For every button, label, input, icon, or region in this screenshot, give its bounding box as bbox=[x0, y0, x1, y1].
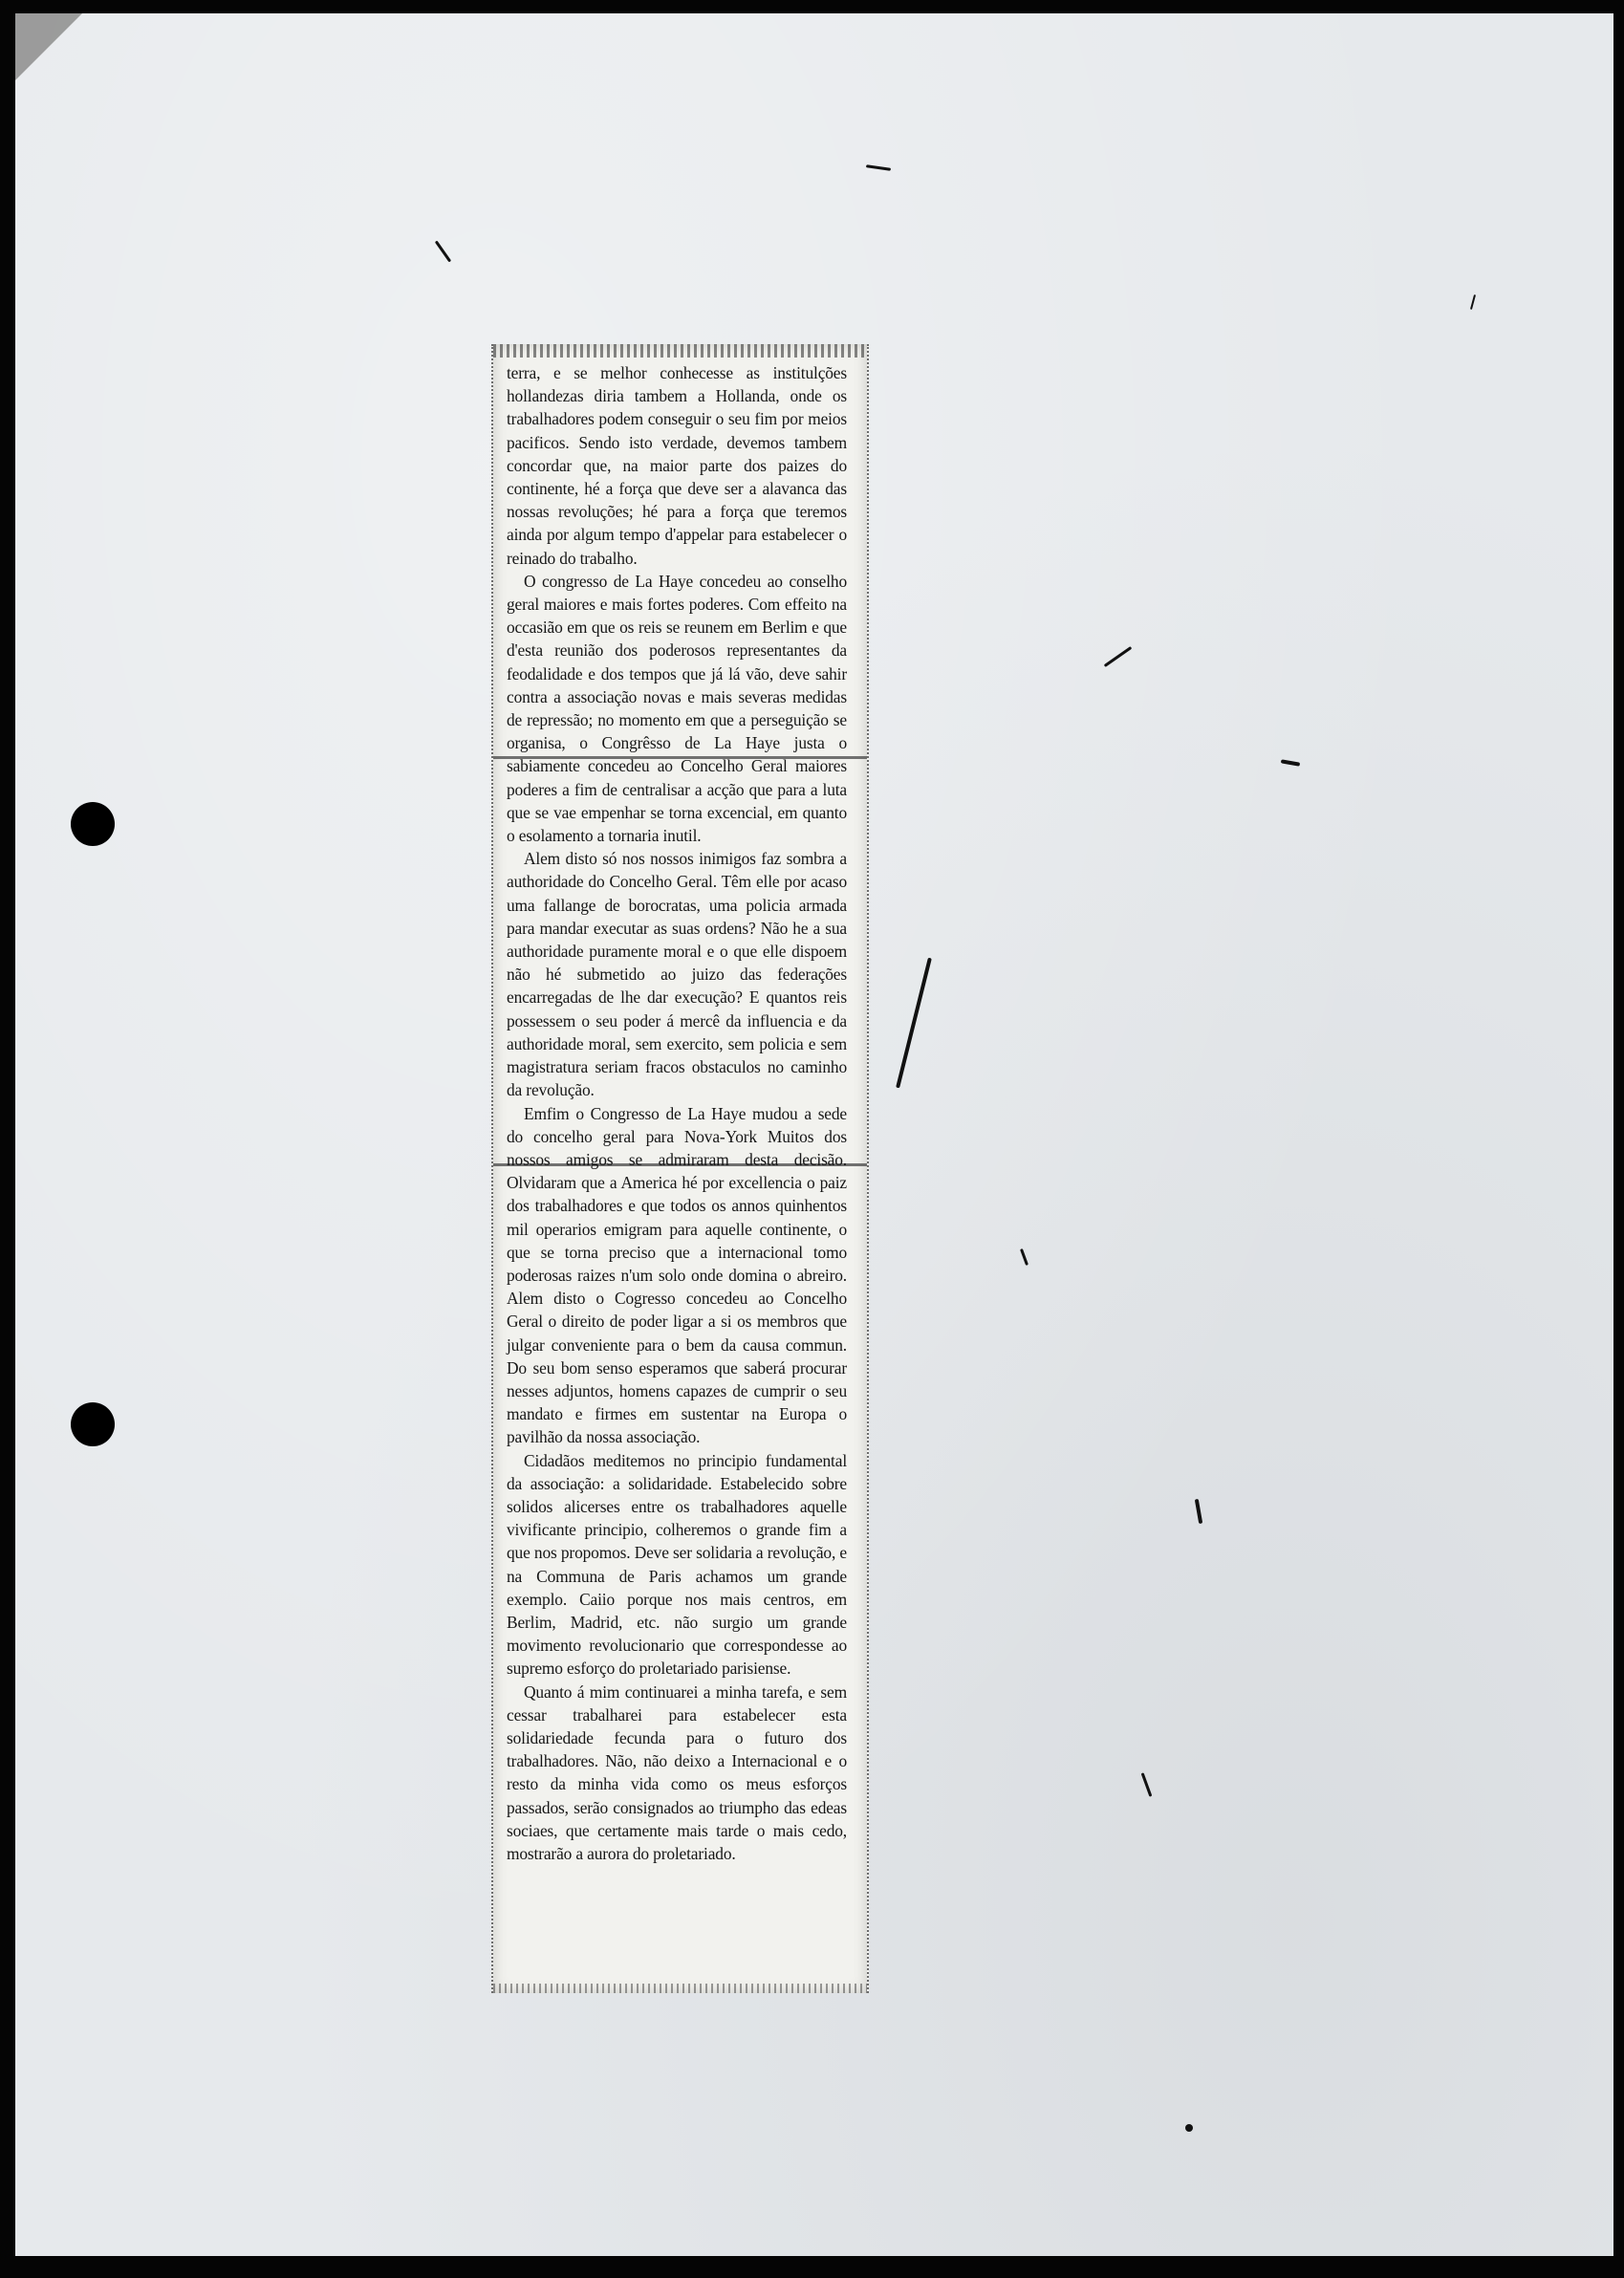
article-paragraph: Cidadãos meditemos no principio fundamental da associação: a solidaridade. Estabelecido sobre solidos alicerses entre os trabalhadores aquelle vivificante principio, colheremos o grande fim a que nos propomos. Deve ser solidaria a revolução, e na Communa de Paris achamos um grande exemplo. Caiio porque nos mais centros, em Berlim, Madrid, etc. não surgio um grande movimento revolucionario que correspondesse ao supremo esforço do proletariado parisiense. bbox=[507, 1450, 847, 1679]
clipping-bottom-edge bbox=[493, 1984, 867, 1993]
article-paragraph: terra, e se melhor conhecesse as institulções hollandezas diria tambem a Hollanda, onde os trabalhadores podem conseguir o seu fim por meios pacificos. Sendo isto verdade, devemos tambem concordar que, na maior parte dos paizes do continente, hé a força que deve ser a alavanca das nossas revoluções; hé para a força que teremos ainda por algum tempo d'appelar para estabelecer o reinado do trabalho. bbox=[507, 363, 847, 568]
newspaper-clipping bbox=[491, 344, 869, 1993]
article-paragraph: Quanto á mim continuarei a minha tarefa, e sem cessar trabalharei para estabelecer esta solidariedade fecunda para o futuro dos trabalhadores. Não, não deixo a Internacional e o resto da minha vida como os meus esforços passados, serão consignados ao triumpho das edeas sociaes, que certamente mais tarde o mais cedo, mostrarão a aurora do proletariado. bbox=[507, 1681, 847, 1863]
punch-hole-bottom bbox=[71, 1402, 115, 1446]
article-column bbox=[507, 361, 847, 1865]
article-paragraph: Emfim o Congresso de La Haye mudou a sede do concelho geral para Nova-York Muitos dos nossos amigos se admiraram desta decisão. Olvidaram que a America hé por excellencia o paiz dos trabalhadores e que todos os annos quinhentos mil operarios emigram para aquelle continente, o que se torna preciso que a internacional tomo poderosas raizes n'um solo onde domina o abreiro. Alem disto o Cogresso concedeu ao Concelho Geral o direito de poder ligar a si os membros que julgar conveniente para o bem da causa commun. Do seu bom senso esperamos que saberá procurar nesses adjuntos, homens capazes de cumprir o seu mandato e firmes em sustentar na Europa o pavilhão da nossa associação. bbox=[507, 1103, 847, 1447]
article-paragraph: O congresso de La Haye concedeu ao conselho geral maiores e mais fortes poderes. Com effeito na occasião em que os reis se reunem em Berlim e que d'esta reunião dos poderosos representantes da feodalidade e dos tempos que já lá vão, deve sahir contra a associação novas e mais severas medidas de repressão; no momento em que a perseguição se organisa, o Congrêsso de La Haye justa o sabiamente concedeu ao Concelho Geral maiores poderes a fim de centralisar a acção que para a luta que se vae empenhar se torna excencial, em quanto o esolamento a tornaria inutil. bbox=[507, 571, 847, 846]
ink-dot bbox=[1185, 2124, 1193, 2132]
article-paragraph: Alem disto só nos nossos inimigos faz sombra a authoridade do Concelho Geral. Têm elle por acaso uma fallange de borocratas, uma policia armada para mandar executar as suas ordens? Não he a sua authoridade puramente moral e o que elle dispoem não hé submetido ao juizo das federações encarregadas de lhe dar execução? E quantos reis possessem o seu poder á mercê da influencia e da authoridade moral, sem exercito, sem policia e sem magistratura seriam fracos obstaculos no caminho da revolução. bbox=[507, 849, 847, 1100]
punch-hole-top bbox=[71, 802, 115, 846]
folded-corner bbox=[15, 13, 82, 80]
clipping-top-edge bbox=[493, 344, 867, 358]
